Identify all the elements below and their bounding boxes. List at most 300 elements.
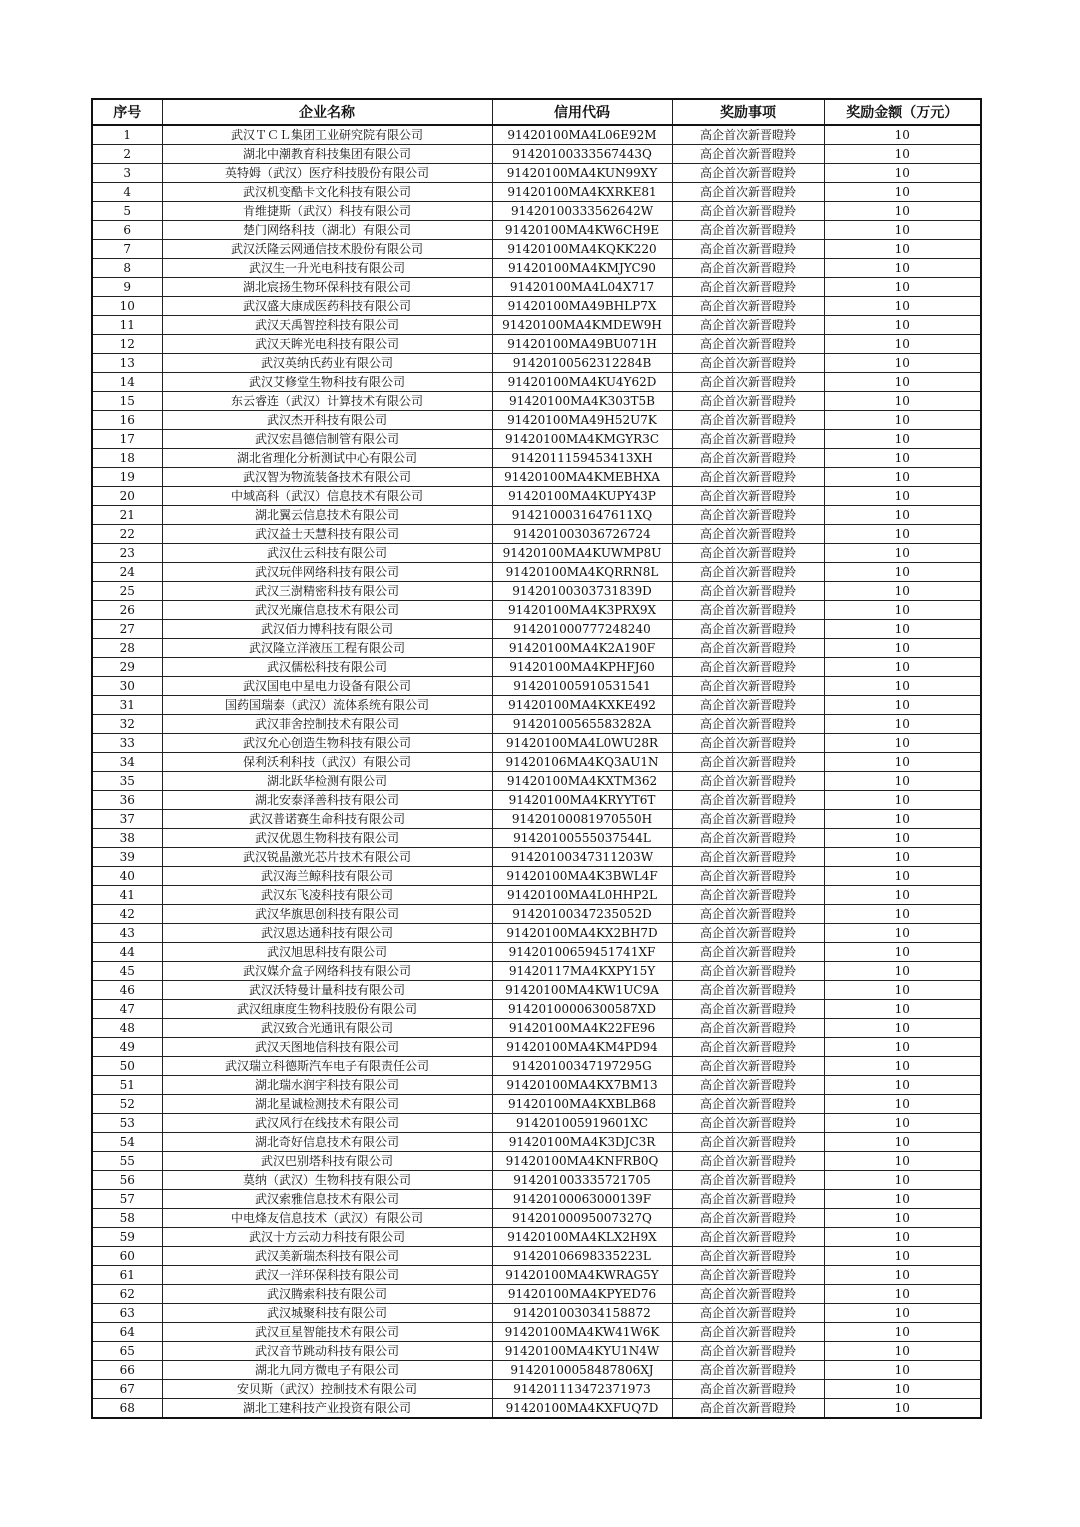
cell-award-item: 高企首次新晋瞪羚 [672,601,824,620]
cell-index: 61 [92,1266,162,1285]
cell-award-item: 高企首次新晋瞪羚 [672,696,824,715]
cell-award-amount: 10 [824,411,981,430]
table-row [92,829,981,848]
cell-company-name: 武汉媒介盒子网络科技有限公司 [162,962,492,981]
table-row [92,772,981,791]
cell-index: 40 [92,867,162,886]
cell-credit-code: 9142011159453413XH [492,449,672,468]
cell-company-name: 武汉华旗思创科技有限公司 [162,905,492,924]
cell-company-name: 武汉恩达通科技有限公司 [162,924,492,943]
cell-award-amount: 10 [824,1361,981,1380]
cell-credit-code: 91420100MA4KMDEW9H [492,316,672,335]
cell-credit-code: 914201000777248240 [492,620,672,639]
cell-credit-code: 91420100081970550H [492,810,672,829]
table-row [92,449,981,468]
cell-company-name: 湖北星诚检测技术有限公司 [162,1095,492,1114]
cell-company-name: 武汉普诺赛生命科技有限公司 [162,810,492,829]
cell-award-amount: 10 [824,620,981,639]
table-row [92,1114,981,1133]
cell-index: 55 [92,1152,162,1171]
table-row [92,943,981,962]
cell-company-name: 武汉机变酷卡文化科技有限公司 [162,183,492,202]
cell-award-item: 高企首次新晋瞪羚 [672,677,824,696]
table-row [92,164,981,183]
cell-award-amount: 10 [824,1266,981,1285]
table-row [92,1190,981,1209]
cell-credit-code: 91420100MA4L06E92M [492,125,672,145]
table-row [92,1000,981,1019]
cell-award-item: 高企首次新晋瞪羚 [672,164,824,183]
cell-award-amount: 10 [824,696,981,715]
cell-credit-code: 91420100MA4KYU1N4W [492,1342,672,1361]
cell-company-name: 武汉国电中星电力设备有限公司 [162,677,492,696]
cell-award-amount: 10 [824,601,981,620]
cell-company-name: 武汉索雅信息技术有限公司 [162,1190,492,1209]
cell-company-name: 武汉一洋环保科技有限公司 [162,1266,492,1285]
cell-index: 45 [92,962,162,981]
cell-company-name: 国药国瑞泰（武汉）流体系统有限公司 [162,696,492,715]
cell-award-item: 高企首次新晋瞪羚 [672,354,824,373]
cell-award-amount: 10 [824,1000,981,1019]
cell-award-amount: 10 [824,544,981,563]
cell-credit-code: 91420100555037544L [492,829,672,848]
cell-company-name: 武汉益士天慧科技有限公司 [162,525,492,544]
cell-credit-code: 91420100MA4KUWMP8U [492,544,672,563]
cell-company-name: 武汉天禹智控科技有限公司 [162,316,492,335]
cell-award-item: 高企首次新晋瞪羚 [672,392,824,411]
cell-index: 33 [92,734,162,753]
cell-index: 59 [92,1228,162,1247]
cell-credit-code: 91420100MA4KM4PD94 [492,1038,672,1057]
table-row [92,1152,981,1171]
table-row [92,1342,981,1361]
cell-award-item: 高企首次新晋瞪羚 [672,316,824,335]
cell-index: 63 [92,1304,162,1323]
cell-credit-code: 91420100347311203W [492,848,672,867]
table-row [92,1399,981,1419]
table-row [92,810,981,829]
table-row [92,639,981,658]
cell-credit-code: 91420100MA4K3PRX9X [492,601,672,620]
cell-index: 21 [92,506,162,525]
cell-award-item: 高企首次新晋瞪羚 [672,1076,824,1095]
cell-index: 67 [92,1380,162,1399]
cell-index: 14 [92,373,162,392]
table-row [92,1266,981,1285]
cell-index: 41 [92,886,162,905]
table-row [92,259,981,278]
cell-credit-code: 91420100MA49BU071H [492,335,672,354]
table-row [92,1038,981,1057]
award-list-sheet [91,98,980,1419]
table-row [92,563,981,582]
cell-index: 19 [92,468,162,487]
cell-index: 54 [92,1133,162,1152]
cell-company-name: 武汉瑞立科德斯汽车电子有限责任公司 [162,1057,492,1076]
cell-company-name: 湖北跃华检测有限公司 [162,772,492,791]
table-row [92,373,981,392]
table-row [92,1380,981,1399]
cell-credit-code: 91420100MA4KPYED76 [492,1285,672,1304]
cell-award-item: 高企首次新晋瞪羚 [672,1399,824,1419]
cell-award-amount: 10 [824,848,981,867]
cell-award-item: 高企首次新晋瞪羚 [672,1152,824,1171]
cell-award-amount: 10 [824,677,981,696]
cell-award-item: 高企首次新晋瞪羚 [672,1038,824,1057]
cell-index: 53 [92,1114,162,1133]
cell-award-amount: 10 [824,164,981,183]
table-row [92,658,981,677]
cell-award-item: 高企首次新晋瞪羚 [672,582,824,601]
cell-index: 46 [92,981,162,1000]
cell-credit-code: 91420100MA4K22FE96 [492,1019,672,1038]
cell-award-item: 高企首次新晋瞪羚 [672,221,824,240]
cell-award-item: 高企首次新晋瞪羚 [672,563,824,582]
cell-index: 20 [92,487,162,506]
cell-award-item: 高企首次新晋瞪羚 [672,981,824,1000]
cell-company-name: 武汉隆立洋液压工程有限公司 [162,639,492,658]
cell-credit-code: 914201113472371973 [492,1380,672,1399]
cell-company-name: 武汉致合光通讯有限公司 [162,1019,492,1038]
cell-award-amount: 10 [824,924,981,943]
cell-credit-code: 9142100031647611XQ [492,506,672,525]
cell-company-name: 武汉天眸光电科技有限公司 [162,335,492,354]
cell-award-item: 高企首次新晋瞪羚 [672,487,824,506]
cell-award-amount: 10 [824,1152,981,1171]
cell-company-name: 武汉光廉信息技术有限公司 [162,601,492,620]
table-row [92,487,981,506]
cell-index: 27 [92,620,162,639]
table-row [92,221,981,240]
cell-award-amount: 10 [824,183,981,202]
cell-index: 44 [92,943,162,962]
cell-index: 47 [92,1000,162,1019]
cell-company-name: 中电烽友信息技术（武汉）有限公司 [162,1209,492,1228]
cell-award-amount: 10 [824,335,981,354]
cell-award-item: 高企首次新晋瞪羚 [672,1228,824,1247]
cell-index: 30 [92,677,162,696]
cell-company-name: 湖北省理化分析测试中心有限公司 [162,449,492,468]
cell-company-name: 安贝斯（武汉）控制技术有限公司 [162,1380,492,1399]
cell-award-amount: 10 [824,829,981,848]
cell-award-amount: 10 [824,1323,981,1342]
cell-index: 62 [92,1285,162,1304]
table-row [92,335,981,354]
cell-award-amount: 10 [824,1057,981,1076]
cell-award-amount: 10 [824,772,981,791]
cell-company-name: 武汉东飞凌科技有限公司 [162,886,492,905]
cell-award-amount: 10 [824,1228,981,1247]
table-row [92,183,981,202]
cell-company-name: 武汉ＴＣＬ集团工业研究院有限公司 [162,125,492,145]
cell-company-name: 武汉玩伴网络科技有限公司 [162,563,492,582]
cell-award-item: 高企首次新晋瞪羚 [672,1342,824,1361]
cell-company-name: 武汉纽康度生物科技股份有限公司 [162,1000,492,1019]
cell-award-item: 高企首次新晋瞪羚 [672,848,824,867]
cell-credit-code: 91420100MA49H52U7K [492,411,672,430]
cell-index: 50 [92,1057,162,1076]
cell-index: 26 [92,601,162,620]
cell-award-item: 高企首次新晋瞪羚 [672,1323,824,1342]
cell-index: 51 [92,1076,162,1095]
cell-award-amount: 10 [824,449,981,468]
cell-index: 38 [92,829,162,848]
cell-award-item: 高企首次新晋瞪羚 [672,1361,824,1380]
cell-index: 29 [92,658,162,677]
cell-credit-code: 91420106MA4KQ3AU1N [492,753,672,772]
cell-award-amount: 10 [824,582,981,601]
table-row [92,962,981,981]
cell-credit-code: 91420100MA4KMEBHXA [492,468,672,487]
cell-index: 56 [92,1171,162,1190]
cell-award-amount: 10 [824,354,981,373]
cell-award-amount: 10 [824,145,981,164]
cell-index: 4 [92,183,162,202]
cell-credit-code: 91420100MA4KX2BH7D [492,924,672,943]
cell-company-name: 武汉天图地信科技有限公司 [162,1038,492,1057]
cell-credit-code: 91420100MA4KXFUQ7D [492,1399,672,1419]
cell-award-amount: 10 [824,1038,981,1057]
cell-index: 32 [92,715,162,734]
cell-index: 23 [92,544,162,563]
cell-award-amount: 10 [824,734,981,753]
cell-company-name: 武汉杰开科技有限公司 [162,411,492,430]
cell-index: 25 [92,582,162,601]
table-row [92,715,981,734]
cell-credit-code: 91420100MA4KX7BM13 [492,1076,672,1095]
table-row [92,601,981,620]
cell-credit-code: 91420100MA4KXKE492 [492,696,672,715]
cell-award-item: 高企首次新晋瞪羚 [672,867,824,886]
cell-award-item: 高企首次新晋瞪羚 [672,449,824,468]
cell-award-amount: 10 [824,563,981,582]
cell-award-item: 高企首次新晋瞪羚 [672,924,824,943]
table-row [92,791,981,810]
cell-award-amount: 10 [824,1304,981,1323]
cell-award-item: 高企首次新晋瞪羚 [672,1171,824,1190]
cell-index: 8 [92,259,162,278]
table-row [92,848,981,867]
cell-award-amount: 10 [824,886,981,905]
cell-award-amount: 10 [824,297,981,316]
table-body [92,125,981,1418]
cell-index: 2 [92,145,162,164]
cell-index: 9 [92,278,162,297]
cell-credit-code: 91420100MA4KW41W6K [492,1323,672,1342]
cell-company-name: 武汉风行在线技术有限公司 [162,1114,492,1133]
cell-credit-code: 91420100095007327Q [492,1209,672,1228]
cell-company-name: 湖北工建科技产业投资有限公司 [162,1399,492,1419]
cell-award-item: 高企首次新晋瞪羚 [672,373,824,392]
cell-credit-code: 91420100006300587XD [492,1000,672,1019]
table-row [92,1228,981,1247]
cell-award-item: 高企首次新晋瞪羚 [672,1133,824,1152]
table-row [92,125,981,145]
table-row [92,468,981,487]
cell-index: 60 [92,1247,162,1266]
cell-credit-code: 91420100MA4KWRAG5Y [492,1266,672,1285]
table-row [92,506,981,525]
table-row [92,753,981,772]
cell-award-item: 高企首次新晋瞪羚 [672,1000,824,1019]
table-row [92,886,981,905]
table-row [92,1361,981,1380]
cell-company-name: 武汉英纳氏药业有限公司 [162,354,492,373]
cell-award-item: 高企首次新晋瞪羚 [672,886,824,905]
cell-award-amount: 10 [824,715,981,734]
table-row [92,1133,981,1152]
table-row [92,1247,981,1266]
cell-award-item: 高企首次新晋瞪羚 [672,1247,824,1266]
cell-index: 42 [92,905,162,924]
cell-award-item: 高企首次新晋瞪羚 [672,202,824,221]
cell-award-amount: 10 [824,1247,981,1266]
cell-index: 34 [92,753,162,772]
cell-company-name: 武汉美新瑞杰科技有限公司 [162,1247,492,1266]
cell-award-amount: 10 [824,1095,981,1114]
cell-award-amount: 10 [824,1171,981,1190]
cell-index: 13 [92,354,162,373]
cell-award-amount: 10 [824,1285,981,1304]
cell-award-item: 高企首次新晋瞪羚 [672,962,824,981]
cell-award-item: 高企首次新晋瞪羚 [672,430,824,449]
cell-award-item: 高企首次新晋瞪羚 [672,1019,824,1038]
cell-award-item: 高企首次新晋瞪羚 [672,240,824,259]
cell-credit-code: 91420100562312284B [492,354,672,373]
table-row [92,981,981,1000]
cell-award-amount: 10 [824,639,981,658]
cell-award-item: 高企首次新晋瞪羚 [672,639,824,658]
cell-index: 66 [92,1361,162,1380]
table-row [92,354,981,373]
cell-award-amount: 10 [824,392,981,411]
table-row [92,430,981,449]
cell-award-amount: 10 [824,430,981,449]
table-row [92,696,981,715]
cell-credit-code: 91420100MA4L0HHP2L [492,886,672,905]
cell-index: 68 [92,1399,162,1419]
header-award-amount: 奖励金额（万元） [824,99,981,125]
cell-award-item: 高企首次新晋瞪羚 [672,829,824,848]
cell-credit-code: 91420100659451741XF [492,943,672,962]
cell-company-name: 肯维捷斯（武汉）科技有限公司 [162,202,492,221]
cell-company-name: 武汉亘星智能技术有限公司 [162,1323,492,1342]
cell-award-item: 高企首次新晋瞪羚 [672,1380,824,1399]
cell-index: 57 [92,1190,162,1209]
cell-award-amount: 10 [824,278,981,297]
table-row [92,316,981,335]
cell-credit-code: 91420106698335223L [492,1247,672,1266]
cell-credit-code: 91420100MA4L0WU28R [492,734,672,753]
cell-credit-code: 91420100333562642W [492,202,672,221]
cell-award-amount: 10 [824,259,981,278]
cell-company-name: 武汉生一升光电科技有限公司 [162,259,492,278]
cell-credit-code: 91420100MA4K3DJC3R [492,1133,672,1152]
cell-award-amount: 10 [824,525,981,544]
cell-credit-code: 914201005919601XC [492,1114,672,1133]
cell-credit-code: 91420100MA4KW1UC9A [492,981,672,1000]
cell-award-amount: 10 [824,125,981,145]
cell-company-name: 武汉巴别塔科技有限公司 [162,1152,492,1171]
table-row [92,411,981,430]
cell-company-name: 武汉腾索科技有限公司 [162,1285,492,1304]
cell-index: 28 [92,639,162,658]
cell-index: 16 [92,411,162,430]
header-company-name: 企业名称 [162,99,492,125]
cell-company-name: 武汉仕云科技有限公司 [162,544,492,563]
table-row [92,297,981,316]
cell-credit-code: 914201005910531541 [492,677,672,696]
table-row [92,525,981,544]
cell-company-name: 武汉儒松科技有限公司 [162,658,492,677]
cell-company-name: 湖北翼云信息技术有限公司 [162,506,492,525]
table-header [92,99,981,125]
cell-award-amount: 10 [824,1399,981,1419]
cell-award-amount: 10 [824,487,981,506]
table-row [92,1304,981,1323]
cell-award-amount: 10 [824,202,981,221]
cell-index: 39 [92,848,162,867]
award-table [91,98,982,1419]
table-row [92,1323,981,1342]
cell-award-item: 高企首次新晋瞪羚 [672,620,824,639]
cell-credit-code: 91420100333567443Q [492,145,672,164]
cell-index: 7 [92,240,162,259]
cell-award-item: 高企首次新晋瞪羚 [672,1304,824,1323]
cell-award-item: 高企首次新晋瞪羚 [672,145,824,164]
cell-credit-code: 91420100MA4KMJYC90 [492,259,672,278]
cell-award-amount: 10 [824,810,981,829]
cell-award-item: 高企首次新晋瞪羚 [672,411,824,430]
cell-company-name: 武汉优恩生物科技有限公司 [162,829,492,848]
cell-award-amount: 10 [824,943,981,962]
cell-award-amount: 10 [824,373,981,392]
table-row [92,1057,981,1076]
table-row [92,202,981,221]
cell-company-name: 保利沃利科技（武汉）有限公司 [162,753,492,772]
cell-company-name: 武汉沃特曼计量科技有限公司 [162,981,492,1000]
cell-credit-code: 91420100MA4L04X717 [492,278,672,297]
cell-award-amount: 10 [824,240,981,259]
cell-award-item: 高企首次新晋瞪羚 [672,791,824,810]
header-award-item: 奖励事项 [672,99,824,125]
cell-award-item: 高企首次新晋瞪羚 [672,468,824,487]
cell-credit-code: 91420100MA4KQRRN8L [492,563,672,582]
cell-award-item: 高企首次新晋瞪羚 [672,259,824,278]
cell-company-name: 中域高科（武汉）信息技术有限公司 [162,487,492,506]
cell-award-item: 高企首次新晋瞪羚 [672,1057,824,1076]
cell-award-amount: 10 [824,962,981,981]
cell-credit-code: 91420100063000139F [492,1190,672,1209]
cell-award-amount: 10 [824,468,981,487]
cell-credit-code: 91420100MA4KLX2H9X [492,1228,672,1247]
cell-award-amount: 10 [824,506,981,525]
cell-credit-code: 91420100MA4KRYYT6T [492,791,672,810]
table-row [92,544,981,563]
cell-index: 49 [92,1038,162,1057]
cell-index: 64 [92,1323,162,1342]
table-row [92,734,981,753]
cell-company-name: 武汉佰力博科技有限公司 [162,620,492,639]
cell-credit-code: 91420100565583282A [492,715,672,734]
cell-company-name: 英特姆（武汉）医疗科技股份有限公司 [162,164,492,183]
table-row [92,1076,981,1095]
cell-company-name: 武汉艾修堂生物科技有限公司 [162,373,492,392]
cell-credit-code: 91420100MA4KQKK220 [492,240,672,259]
cell-award-amount: 10 [824,981,981,1000]
cell-award-amount: 10 [824,867,981,886]
cell-index: 15 [92,392,162,411]
